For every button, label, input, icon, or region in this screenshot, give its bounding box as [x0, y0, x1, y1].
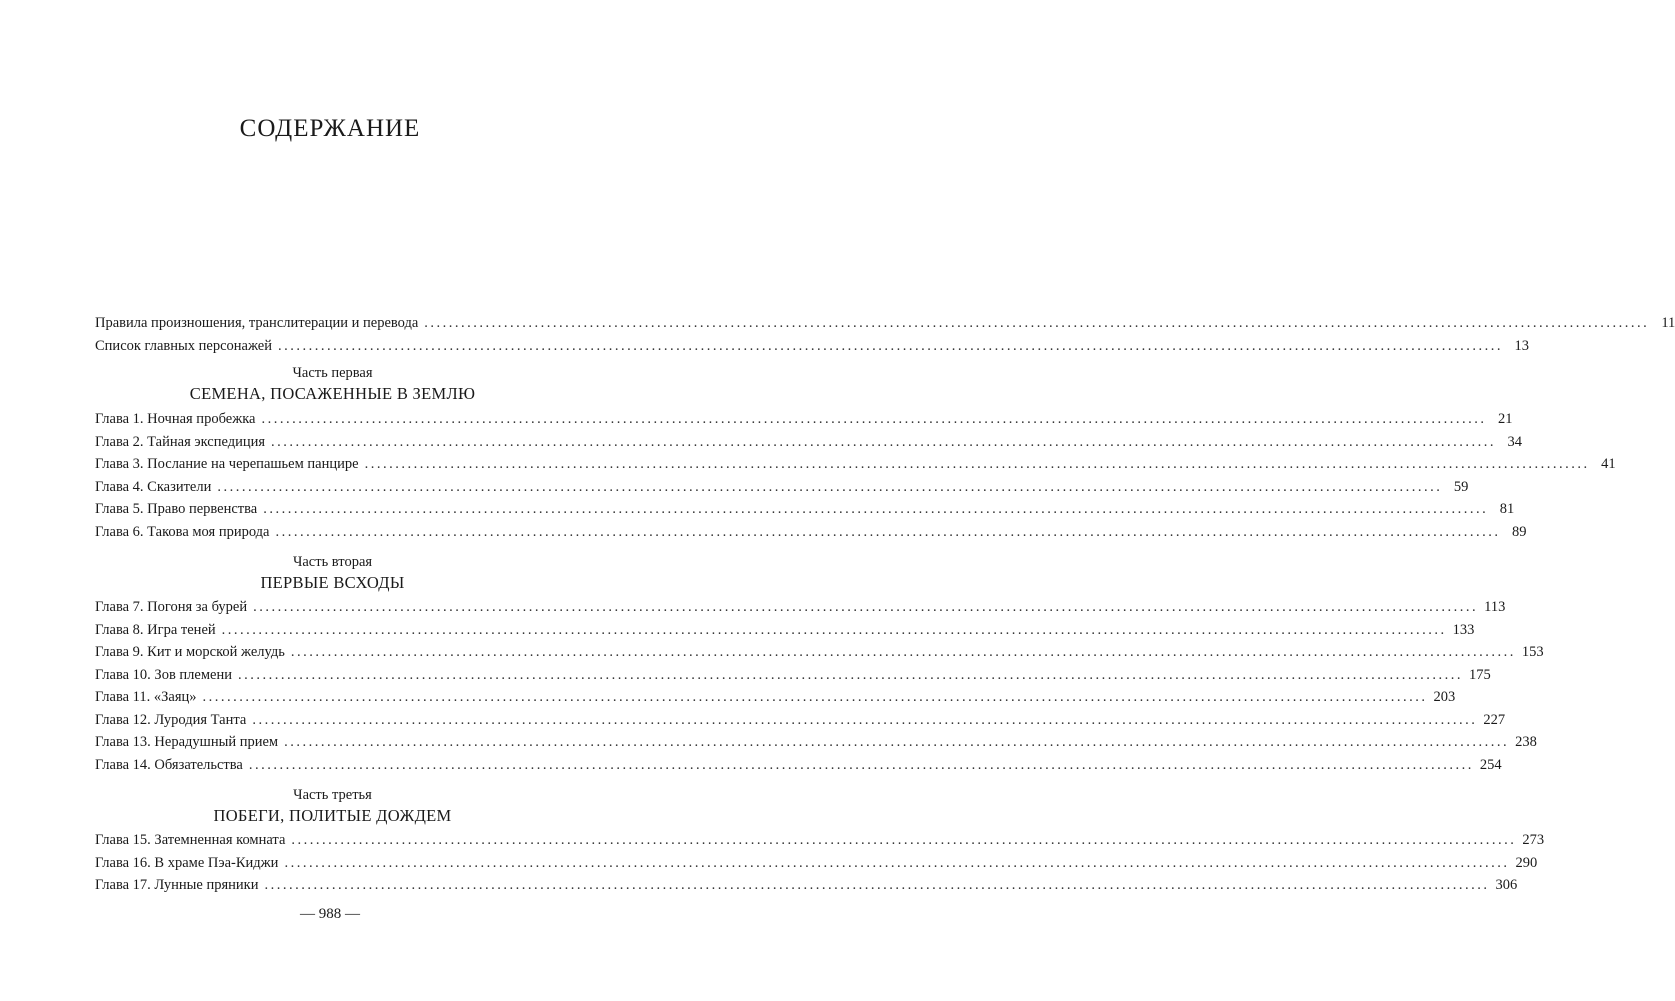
toc-entry[interactable] — [95, 852, 1538, 875]
leader-dots: ........................................................................................................................................................................................................ — [424, 315, 1650, 331]
toc-entry[interactable] — [95, 498, 1515, 521]
entry-page: 11 — [1661, 315, 1675, 331]
part-three-chapters — [95, 829, 1545, 897]
toc-entry[interactable] — [95, 453, 1616, 476]
part-one-heading — [95, 363, 570, 405]
leader-dots: ........................................................................................................................................................................................................ — [263, 501, 1489, 517]
entry-label: Глава 7. Погоня за бурей — [95, 599, 248, 615]
part-number: Часть первая — [292, 365, 373, 381]
leader-dots: ........................................................................................................................................................................................................ — [248, 756, 1474, 773]
entry-page: 227 — [1483, 711, 1506, 728]
leader-dots: ........................................................................................................................................................................................................ — [284, 854, 1510, 871]
entry-label: Глава 11. «Заяц» — [95, 689, 197, 705]
leader-dots: ........................................................................................................................................................................................................ — [291, 832, 1517, 848]
entry-page: 13 — [1514, 337, 1530, 354]
toc-entry[interactable] — [95, 686, 1456, 709]
leader-dots: ........................................................................................................................................................................................................ — [261, 411, 1487, 427]
toc-entry[interactable] — [95, 709, 1506, 732]
entry-label: Глава 12. Луродия Танта — [95, 711, 247, 728]
part-two-heading — [95, 552, 570, 594]
leader-dots: ........................................................................................................................................................................................................ — [275, 523, 1501, 540]
entry-label: Правила произношения, транслитерации и перевода — [95, 315, 419, 331]
part-title: ПОБЕГИ, ПОЛИТЫЕ ДОЖДЕМ — [213, 806, 452, 825]
leader-dots: ........................................................................................................................................................................................................ — [252, 711, 1478, 728]
part-number: Часть вторая — [292, 554, 373, 570]
part-one-chapters — [95, 408, 1616, 543]
leader-dots: ........................................................................................................................................................................................................ — [217, 478, 1443, 495]
toc-entry[interactable] — [95, 664, 1491, 687]
entry-label: Глава 1. Ночная пробежка — [95, 411, 256, 427]
leader-dots: ........................................................................................................................................................................................................ — [271, 433, 1497, 450]
page-number: — 988 — — [300, 906, 360, 922]
entry-page: 273 — [1522, 832, 1545, 848]
entry-label: Глава 5. Право первенства — [95, 501, 258, 517]
entry-page: 21 — [1497, 411, 1513, 427]
entry-page: 81 — [1499, 501, 1515, 517]
leader-dots: ........................................................................................................................................................................................................ — [237, 666, 1463, 683]
entry-label: Глава 14. Обязательства — [95, 756, 243, 773]
entry-label: Глава 8. Игра теней — [95, 621, 216, 638]
leader-dots: ........................................................................................................................................................................................................ — [278, 337, 1504, 354]
toc-entry[interactable] — [95, 521, 1527, 544]
part-title: СЕМЕНА, ПОСАЖЕННЫЕ В ЗЕМЛЮ — [189, 384, 476, 403]
entry-label: Глава 10. Зов племени — [95, 666, 232, 683]
entry-page: 203 — [1433, 689, 1456, 705]
part-title: ПЕРВЫЕ ВСХОДЫ — [260, 573, 405, 592]
leader-dots: ........................................................................................................................................................................................................ — [221, 621, 1447, 638]
toc-entry[interactable] — [95, 874, 1518, 897]
entry-page: 290 — [1515, 854, 1538, 871]
entry-label: Глава 17. Лунные пряники — [95, 877, 259, 893]
toc-entry[interactable] — [95, 476, 1469, 499]
toc-entry[interactable] — [95, 754, 1502, 777]
toc-entry[interactable] — [95, 335, 1530, 358]
entry-label: Глава 9. Кит и морской желудь — [95, 644, 285, 660]
toc-entry[interactable] — [95, 731, 1537, 754]
entry-label: Глава 3. Послание на черепашьем панцире — [95, 456, 359, 472]
entry-page: 175 — [1468, 666, 1491, 683]
toc-entry[interactable] — [95, 641, 1544, 664]
entry-page: 254 — [1479, 756, 1502, 773]
entry-page: 59 — [1453, 478, 1469, 495]
leader-dots: ........................................................................................................................................................................................................ — [284, 734, 1510, 750]
toc-entry[interactable] — [95, 408, 1513, 431]
toc-entry[interactable] — [95, 829, 1545, 852]
toc-entry[interactable] — [95, 431, 1523, 454]
entry-page: 41 — [1601, 456, 1616, 472]
leader-dots: ........................................................................................................................................................................................................ — [202, 689, 1428, 705]
entry-page: 133 — [1452, 621, 1475, 638]
entry-label: Глава 15. Затемненная комната — [95, 832, 286, 848]
entry-page: 153 — [1521, 644, 1544, 660]
toc-entry[interactable] — [95, 312, 1675, 335]
entry-label: Список главных персонажей — [95, 337, 273, 354]
part-two-chapters — [95, 596, 1544, 776]
entry-page: 306 — [1495, 877, 1518, 893]
part-three-heading — [95, 785, 570, 827]
entry-label: Глава 16. В храме Пэа-Киджи — [95, 854, 279, 871]
leader-dots: ........................................................................................................................................................................................................ — [253, 599, 1479, 615]
leader-dots: ........................................................................................................................................................................................................ — [264, 877, 1490, 893]
entry-label: Глава 2. Тайная экспедиция — [95, 433, 266, 450]
toc-entry[interactable] — [95, 619, 1475, 642]
page-title: СОДЕРЖАНИЕ — [239, 115, 421, 142]
entry-label: Глава 6. Такова моя природа — [95, 523, 270, 540]
leader-dots: ........................................................................................................................................................................................................ — [364, 456, 1590, 472]
entry-page: 34 — [1507, 433, 1523, 450]
entry-page: 113 — [1484, 599, 1506, 615]
leader-dots: ........................................................................................................................................................................................................ — [290, 644, 1516, 660]
part-number: Часть третья — [293, 787, 372, 803]
entry-label: Глава 4. Сказители — [95, 478, 212, 495]
entry-label: Глава 13. Нерадушный прием — [95, 734, 279, 750]
entry-page: 238 — [1515, 734, 1537, 750]
toc-front-matter — [95, 312, 1675, 357]
entry-page: 89 — [1512, 523, 1527, 540]
toc-entry[interactable] — [95, 596, 1506, 619]
